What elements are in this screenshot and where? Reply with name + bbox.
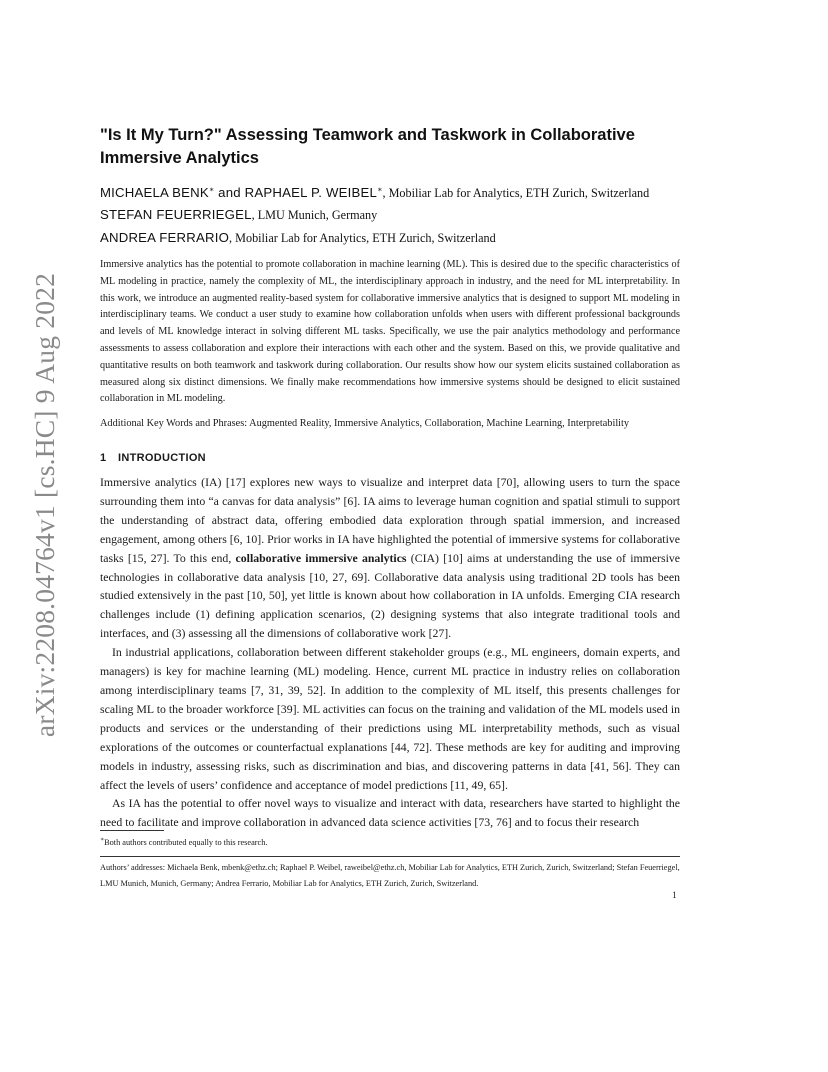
author-name: MICHAELA BENK xyxy=(100,185,209,201)
keywords: Additional Key Words and Phrases: Augmented Reality, Immersive Analytics, Collaboration, Machine Learning, Interpretability xyxy=(100,418,630,429)
body-text xyxy=(100,473,680,832)
author-line-2 xyxy=(100,207,377,223)
author-affiliation: , LMU Munich, Germany xyxy=(251,208,378,222)
arxiv-sidebar-stamp xyxy=(22,272,68,738)
abstract: Immersive analytics has the potential to promote collaboration in machine learning (ML). This is desired due to the specific characteristics of ML modeling in practice, namely the complexity of ML, the interdisciplinary approach in industry, and the need for ML interpretability. In this work, we introduce an augmented reality-based system for collaborative immersive analytics that is designed to support ML modeling in interdisciplinary teams. We conduct a user study to examine how collaboration unfolds when users with different professional backgrounds and levels of ML knowledge interact in solving different ML tasks. Specifically, we use the pair analytics methodology and performance assessments to assess collaboration and explore their interactions with each other and the system. Based on this, we provide qualitative and quantitative results on both teamwork and taskwork during collaboration. Our results show how our system elicits sustained collaboration as measured along six distinct dimensions. We finally make recommendations how immersive systems should be designed to elicit sustained collaboration in ML modeling. xyxy=(100,259,680,405)
emphasized-term: collaborative immersive analytics xyxy=(235,550,407,565)
paragraph: As IA has the potential to offer novel ways to visualize and interact with data, researchers have started to highlight the need to facilitate and improve collaboration in advanced data science activities [73, 76] and to focus their research xyxy=(100,796,680,830)
footnote-text: Both authors contributed equally to this research. xyxy=(104,837,268,847)
author-connector: and xyxy=(214,185,245,201)
author-line-1 xyxy=(100,185,649,201)
author-affiliation: , Mobiliar Lab for Analytics, ETH Zurich, Switzerland xyxy=(229,231,496,245)
arxiv-identifier: arXiv:2208.04764v1 [cs.HC] 9 Aug 2022 xyxy=(29,272,60,738)
author-name: ANDREA FERRARIO xyxy=(100,230,230,245)
section-heading xyxy=(100,452,206,464)
addresses-divider xyxy=(100,856,680,857)
author-name: STEFAN FEUERRIEGEL xyxy=(100,207,252,222)
section-number: 1 xyxy=(100,452,107,464)
author-addresses: Authors’ addresses: Michaela Benk, mbenk@ethz.ch; Raphael P. Weibel, raweibel@ethz.ch, Mobiliar Lab for Analytics, ETH Zurich, Zurich, Switzerland; Stefan Feuerriegel, LMU Munich, Munich, Germany; Andrea Ferrario, Mobiliar Lab for Analytics, ETH Zurich, Zurich, Switzerland. xyxy=(100,863,680,888)
paragraph xyxy=(100,473,680,643)
page-number: 1 xyxy=(672,891,677,901)
author-name: RAPHAEL P. WEIBEL xyxy=(244,185,378,201)
paper-title: "Is It My Turn?" Assessing Teamwork and Taskwork in Collaborative Immersive Analytics xyxy=(100,126,635,167)
equal-contribution-mark: ∗ xyxy=(208,185,215,194)
section-title: INTRODUCTION xyxy=(118,452,206,464)
footnote xyxy=(100,836,267,847)
paragraph-text: (CIA) [10] aims at understanding the use of immersive technologies in collaborative data analysis [10, 27, 69]. Collaborative data analysis using traditional 2D tools has been studied extensively in the past [10, 50], yet little is known about how collaboration in IA unfolds. Emerging CIA research challenges include (1) defining application scenarios, (2) designing systems that also integrate traditional tools and interfaces, and (3) assessing all the dimensions of collaborative work [27]. xyxy=(100,550,680,641)
paragraph-text: Immersive analytics (IA) [17] explores new ways to visualize and interpret data [70], allowing users to turn the space surrounding them into “a canvas for data analysis” [6]. IA aims to leverage human cognition and spatial stimuli to support the understanding of abstract data, offering embodied data exploration through spatial immersion, and increased engagement, among others [6, 10]. Prior works in IA have highlighted the potential of immersive systems for collaborative tasks [15, 27]. To this end, xyxy=(100,475,680,565)
author-affiliation: , Mobiliar Lab for Analytics, ETH Zurich, Switzerland xyxy=(382,186,650,201)
equal-contribution-mark: ∗ xyxy=(377,185,383,194)
paragraph: In industrial applications, collaboration between different stakeholder groups (e.g., ML engineers, domain experts, and managers) is key for machine learning (ML) modeling. Hence, current ML practice in industry relies on collaboration among interdisciplinary teams [7, 31, 39, 52]. In addition to the complexity of ML itself, this presents challenges for scaling ML to the broader workforce [39]. ML activities can focus on the training and validation of the ML models used in products and services or the understanding of their predictions using ML interpretability methods, such as visual explorations of the outcomes or counterfactual explanations [44, 72]. These methods are key for auditing and improving models in industry, assessing risks, such as discrimination and bias, and discovering patterns in data [41, 56]. They can affect the levels of users’ confidence and acceptance of model predictions [11, 49, 65]. xyxy=(100,645,680,792)
footnote-divider xyxy=(100,830,164,831)
author-line-3 xyxy=(100,230,496,246)
footnote-mark: ∗ xyxy=(100,837,105,843)
